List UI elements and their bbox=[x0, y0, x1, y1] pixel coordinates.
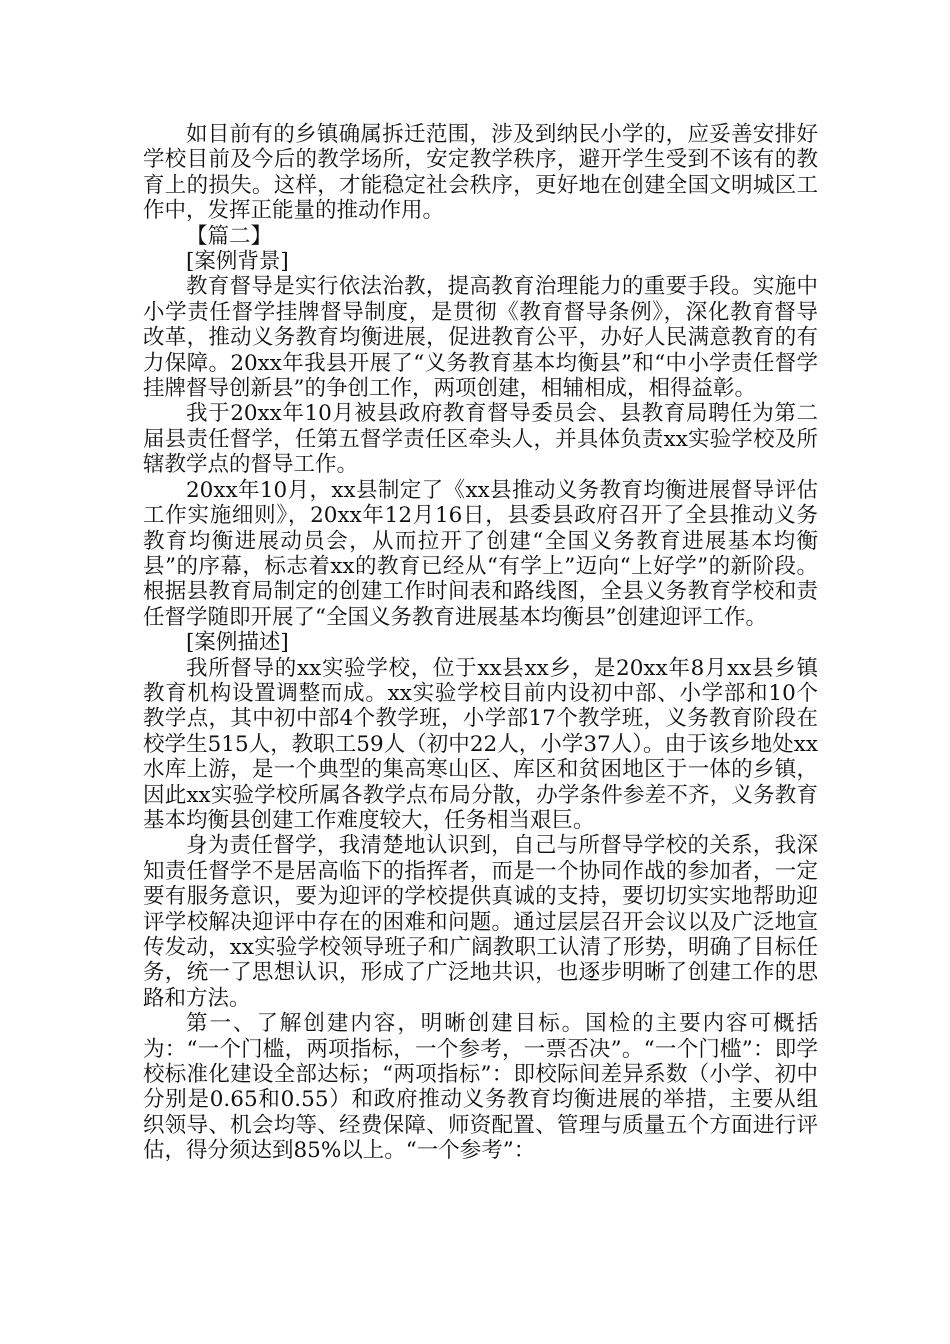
paragraph-appointment: 我于20xx年10月被县政府教育督导委员会、县教育局聘任为第二届县责任督学，任第五督学责任区牵头人，并具体负责xx实验学校及所辖教学点的督导工作。 bbox=[143, 401, 818, 478]
paragraph-supervisor-role: 身为责任督学，我清楚地认识到，自己与所督导学校的关系，我深知责任督学不是居高临下的指挥者，而是一个协同作战的参加者，一定要有服务意识，要为迎评的学校提供真诚的支持，要切切实实地帮助迎评学校解决迎评中存在的困难和问题。通过层层召开会议以及广泛地宣传发动，xx实验学校领导班子和广阔教职工认清了形势，明确了目标任务，统一了思想认识，形成了广泛地共识，也逐步明晰了创建工作的思路和方法。 bbox=[143, 833, 818, 1011]
paragraph-first-step: 第一、了解创建内容，明晰创建目标。国检的主要内容可概括为：“一个门槛，两项指标，一个参考，一票否决”。“一个门槛”：即学校标准化建设全部达标；“两项指标”：即校际间差异系数（小学、初中分别是0.65和0.55）和政府推动义务教育均衡进展的举措，主要从组织领导、机会均等、经费保障、师资配置、管理与质量五个方面进行评估，得分须达到85%以上。“一个参考”： bbox=[143, 1011, 818, 1164]
subheading-case-background: [案例背景] bbox=[186, 249, 289, 275]
paragraph-school-overview: 我所督导的xx实验学校，位于xx县xx乡，是20xx年8月xx县乡镇教育机构设置调整而成。xx实验学校目前内设初中部、小学部和10个教学点，其中初中部4个教学班，小学部17个教学班，义务教育阶段在校学生515人，教职工59人（初中22人，小学37人）。由于该乡地处xx水库上游，是一个典型的集高寒山区、库区和贫困地区于一体的乡镇，因此xx实验学校所属各教学点布局分散，办学条件参差不齐，义务教育基本均衡县创建工作难度较大，任务相当艰巨。 bbox=[143, 655, 818, 833]
section-heading-part-two: 【篇二】 bbox=[186, 223, 273, 249]
paragraph-education-supervision: 教育督导是实行依法治教，提高教育治理能力的重要手段。实施中小学责任督学挂牌督导制度，是贯彻《教育督导条例》，深化教育督导改革，推动义务教育均衡进展，促进教育公平，办好人民满意教育的有力保障。20xx年我县开展了“义务教育基本均衡县”和“中小学责任督学挂牌督导创新县”的争创工作，两项创建，相辅相成，相得益彰。 bbox=[143, 274, 818, 402]
subheading-case-description: [案例描述] bbox=[186, 630, 289, 656]
paragraph-county-plan: 20xx年10月，xx县制定了《xx县推动义务教育均衡进展督导评估工作实施细则》，20xx年12月16日，县委县政府召开了全县推动义务教育均衡进展动员会，从而拉开了创建“全国义务教育进展基本均衡县”的序幕，标志着xx的教育已经从“有学上”迈向“上好学”的新阶段。根据县教育局制定的创建工作时间表和路线图，全县义务教育学校和责任督学随即开展了“全国义务教育进展基本均衡县”创建迎评工作。 bbox=[143, 477, 818, 630]
document-page bbox=[143, 122, 818, 1164]
paragraph-relocation: 如目前有的乡镇确属拆迁范围，涉及到纳民小学的，应妥善安排好学校目前及今后的教学场所，安定教学秩序，避开学生受到不该有的教育上的损失。这样，才能稳定社会秩序，更好地在创建全国文明城区工作中，发挥正能量的推动作用。 bbox=[143, 122, 818, 224]
